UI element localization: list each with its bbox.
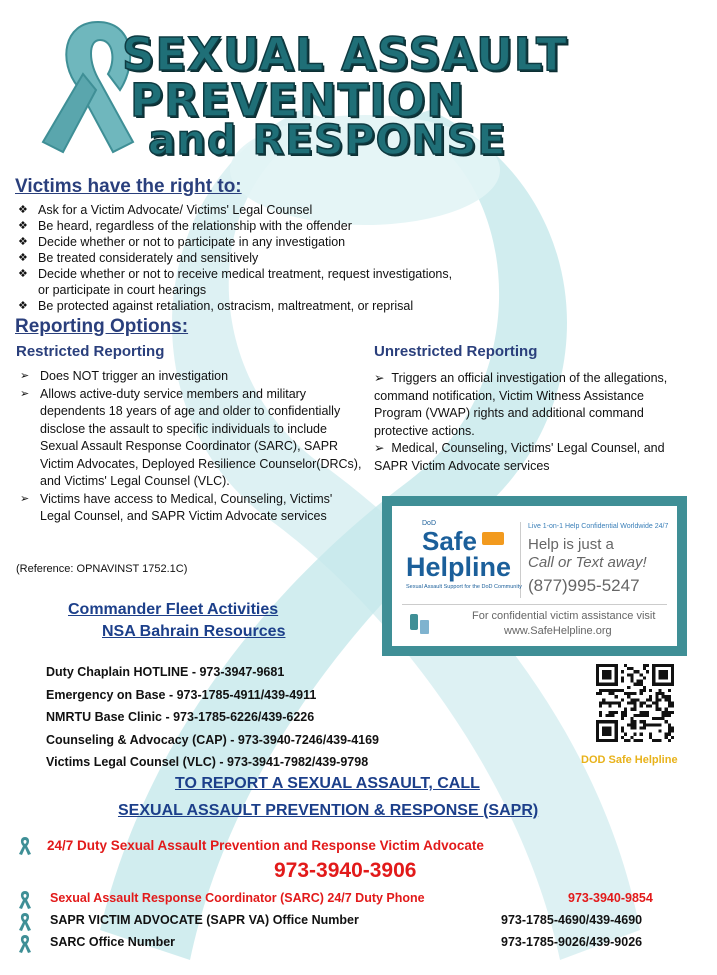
rights-list [18, 202, 578, 314]
resource-item: Counseling & Advocacy (CAP) - 973-3940-7246/439-4169 [46, 732, 380, 747]
report-heading-line-1: TO REPORT A SEXUAL ASSAULT, CALL [175, 775, 480, 792]
rights-item: ❖ Be heard, regardless of the relationship with the offender [18, 219, 352, 233]
resources-heading-line-2: NSA Bahrain Resources [102, 623, 286, 640]
contact-label-sarc-office: SARC Office Number [50, 935, 176, 949]
reporting-options-heading: Reporting Options: [15, 316, 189, 337]
rights-item: ❖ Decide whether or not to participate in any investigation [18, 235, 346, 249]
contact-number-sapr-va[interactable]: 973-1785-4690/439-4690 [501, 913, 643, 927]
contact-number-sarc-duty[interactable]: 973-3940-9854 [568, 891, 653, 905]
safe-helpline-card[interactable] [382, 496, 687, 656]
resource-item: Emergency on Base - 973-1785-4911/439-4911 [46, 687, 317, 702]
helpline-logo-safe: Safe [422, 526, 477, 556]
teal-ribbon-icon [18, 912, 32, 932]
teal-ribbon-icon [18, 890, 32, 910]
title-line-2: PREVENTION [130, 74, 465, 127]
resources-heading-line-1: Commander Fleet Activities [68, 601, 279, 618]
contact-label-sapr-va: SAPR VICTIM ADVOCATE (SAPR VA) Office Number [50, 913, 359, 927]
helpline-phone[interactable]: (877)995-5247 [528, 576, 640, 595]
title-line-3: and RESPONSE [148, 116, 507, 164]
helpline-confidential-text: For confidential victim assistance visit [472, 610, 656, 622]
helpline-dod-label: DoD [422, 520, 437, 527]
arrow-bullet-icon: ➢ [20, 370, 30, 382]
diamond-bullet-icon: ❖ [18, 236, 28, 248]
resource-item: Victims Legal Counsel (VLC) - 973-3941-7982/439-9798 [46, 755, 369, 769]
reference-note: (Reference: OPNAVINST 1752.1C) [16, 563, 188, 575]
restricted-item: ➢ Does NOT trigger an investigation [18, 368, 363, 386]
unrestricted-item: ➢ Triggers an official investigation of the allegations, command notification, Victim Witness Assistance Program (VWAP) rights and additional command protective actions. [374, 371, 668, 438]
helpline-help-text: Help is just a [528, 536, 614, 553]
helpline-website-link[interactable]: www.SafeHelpline.org [504, 625, 612, 637]
teal-ribbon-icon [18, 836, 32, 856]
restricted-item: ➢ Allows active-duty service members and military dependents 18 years of age and older to confidentially disclose the assault to specific individuals to include Sexual Assault Response Coordinator (SARC), SAPR Victim Advocates, Deployed Resilience Counselor(DRCs), and Victims' Legal Counsel (VLC). [20, 386, 362, 488]
rights-item: ❖ Be treated considerately and sensitively [18, 251, 259, 265]
va-duty-phone[interactable]: 973-3940-3906 [274, 859, 417, 882]
resource-item: NMRTU Base Clinic - 973-1785-6226/439-6226 [46, 710, 315, 724]
helpline-logo-helpline: Helpline [406, 552, 512, 582]
restricted-reporting-list [18, 368, 363, 526]
restricted-reporting-heading: Restricted Reporting [16, 343, 165, 360]
helpline-tagline: Sexual Assault Support for the DoD Community [406, 584, 522, 590]
contact-row [18, 934, 32, 959]
unrestricted-reporting-heading: Unrestricted Reporting [374, 343, 538, 360]
rights-item-continued: or participate in court hearings [38, 283, 207, 297]
diamond-bullet-icon: ❖ [18, 220, 28, 232]
teal-ribbon-icon [18, 934, 32, 954]
diamond-bullet-icon: ❖ [18, 300, 28, 312]
va-duty-line: 24/7 Duty Sexual Assault Prevention and Response Victim Advocate [47, 838, 484, 853]
helpline-features: Live 1-on-1 Help Confidential Worldwide 24/7 [528, 523, 669, 530]
rights-heading: Victims have the right to: [15, 176, 242, 197]
resource-item: Duty Chaplain HOTLINE - 973-3947-9681 [46, 665, 285, 679]
helpline-separator [402, 604, 667, 605]
diamond-bullet-icon: ❖ [18, 252, 28, 264]
report-heading-line-2: SEXUAL ASSAULT PREVENTION & RESPONSE (SAPR) [118, 802, 539, 819]
resources-list [46, 661, 379, 774]
rights-item: ❖ Ask for a Victim Advocate/ Victims' Legal Counsel [18, 203, 313, 217]
qr-code[interactable] [596, 664, 674, 742]
contact-number-sarc-office[interactable]: 973-1785-9026/439-9026 [501, 935, 643, 949]
unrestricted-reporting-text [374, 370, 694, 475]
diamond-bullet-icon: ❖ [18, 268, 28, 280]
arrow-bullet-icon: ➢ [20, 387, 30, 400]
contact-label-sarc-duty: Sexual Assault Response Coordinator (SARC) 24/7 Duty Phone [50, 891, 425, 905]
qr-code-label: DOD Safe Helpline [581, 754, 678, 766]
rights-item: ❖ Be protected against retaliation, ostracism, maltreatment, or reprisal [18, 299, 414, 313]
arrow-bullet-icon: ➢ [20, 492, 30, 505]
speech-bubble-icon [482, 532, 504, 545]
title-line-1: SEXUAL ASSAULT [122, 28, 568, 81]
unrestricted-item: ➢ Medical, Counseling, Victims' Legal Counsel, and SAPR Victim Advocate services [374, 441, 665, 473]
arrow-bullet-icon: ➢ [374, 441, 392, 455]
restricted-item: ➢ Victims have access to Medical, Counseling, Victims' Legal Counsel, and SAPR Victim Advocate services [20, 491, 333, 523]
arrow-bullet-icon: ➢ [374, 371, 392, 385]
diamond-bullet-icon: ❖ [18, 204, 28, 216]
phone-and-laptop-icon [408, 610, 430, 638]
helpline-call-text: Call or Text away! [528, 554, 647, 571]
rights-item: ❖ Decide whether or not to receive medical treatment, request investigations, [18, 267, 453, 281]
